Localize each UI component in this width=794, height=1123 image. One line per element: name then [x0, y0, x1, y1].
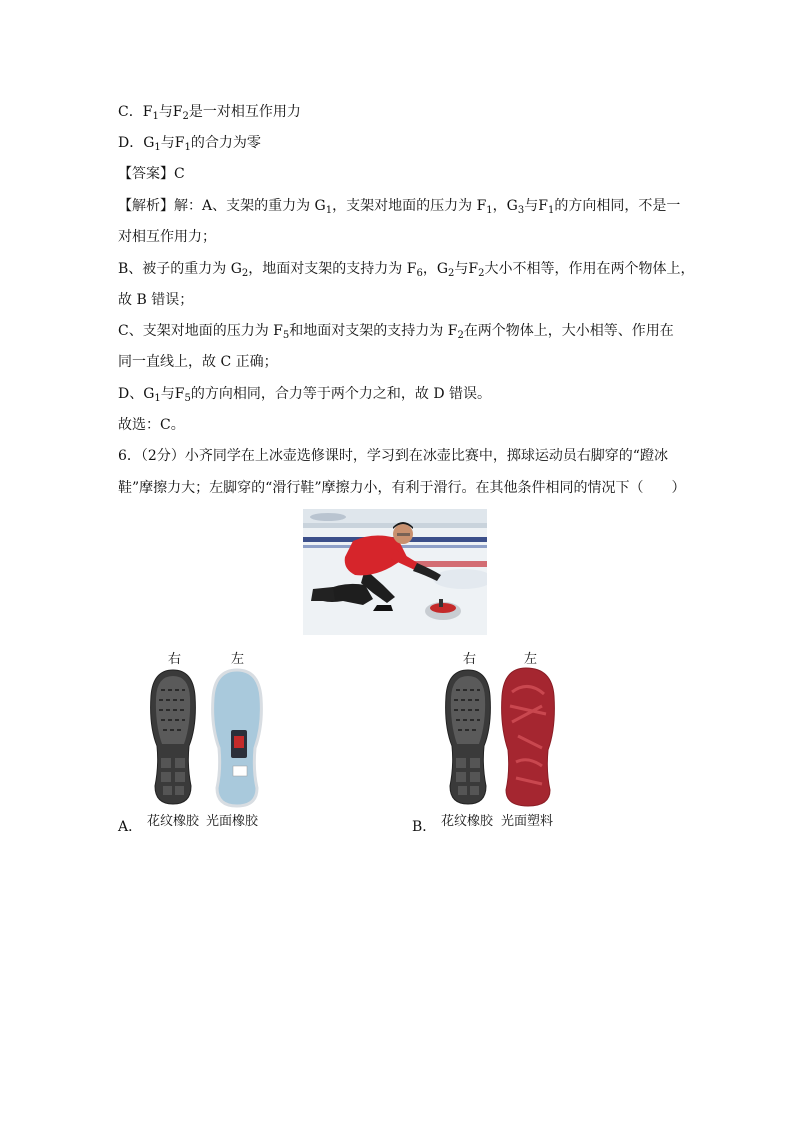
option-a-left-label: 左 — [231, 652, 245, 667]
analysis-b-line2: 故 B 错误； — [118, 292, 194, 308]
option-d: D．$G_1$与$F_1$的合力为零 — [118, 135, 261, 153]
analysis-a-line2: 对相互作用力； — [118, 229, 216, 245]
patterned-rubber-sole — [151, 670, 196, 804]
analysis-c-line2: 同一直线上，故 C 正确； — [118, 354, 278, 370]
question-6-line2: 鞋”摩擦力大；左脚穿的“滑行鞋”摩擦力小，有利于滑行。在其他条件相同的情况下（ ） — [118, 480, 686, 496]
conclusion: 故选：C。 — [118, 417, 185, 433]
question-6-line1: 6．（2分）小齐同学在上冰壶选修课时，学习到在冰壶比赛中，掷球运动员右脚穿的“蹬冰 — [118, 448, 668, 464]
patterned-rubber-sole — [446, 670, 491, 804]
curling-photo — [303, 509, 487, 635]
option-a-right-material: 花纹橡胶 — [147, 814, 200, 829]
answer: 【答案】C — [118, 166, 185, 182]
option-b-letter: B． — [412, 819, 437, 835]
option-b-left-label: 左 — [524, 652, 538, 667]
option-a-letter: A． — [118, 819, 143, 835]
analysis-c-line1: C、支架对地面的压力为 $F_5$和地面对支架的支持力为 $F_2$在两个物体上，大小相等、作用在 — [118, 323, 674, 341]
option-a-left-material: 光面橡胶 — [206, 814, 259, 829]
option-b-right-label: 右 — [463, 652, 477, 667]
option-c: C．$F_1$与$F_2$是一对相互作用力 — [118, 104, 301, 122]
option-b-left-material: 光面塑料 — [501, 814, 554, 829]
smooth-rubber-sole — [213, 670, 262, 806]
option-a-right-label: 右 — [168, 652, 182, 667]
analysis-d: D、$G_1$与$F_5$的方向相同，合力等于两个力之和，故 D 错误。 — [118, 386, 492, 404]
option-a-shoes — [143, 666, 267, 808]
smooth-plastic-sole — [502, 668, 555, 806]
analysis-a-line1: 【解析】解：A、支架的重力为 $G_1$，支架对地面的压力为 $F_1$，$G_3$与$F_1$的方向相同，不是一 — [118, 198, 681, 216]
option-b-shoes — [438, 666, 562, 808]
analysis-b-line1: B、被子的重力为 $G_2$，地面对支架的支持力为 $F_6$，$G_2$与$F_2$大小不相等，作用在两个物体上， — [118, 261, 695, 279]
option-b-right-material: 花纹橡胶 — [441, 814, 494, 829]
